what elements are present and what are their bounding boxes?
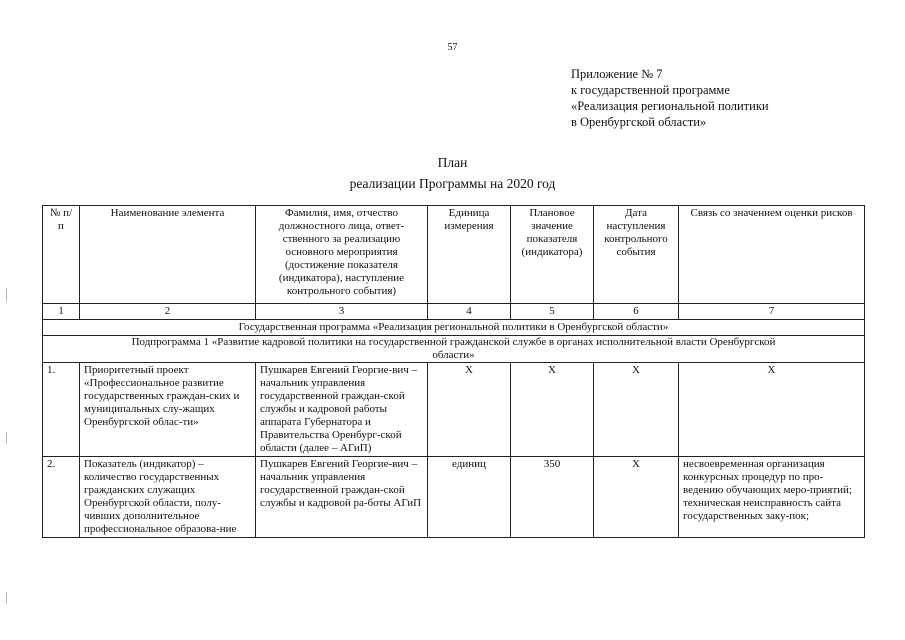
header-cell-date: Дата наступления контрольного события: [594, 206, 679, 304]
section-row-subprogram: [43, 336, 865, 363]
planned-value: 350: [511, 457, 594, 538]
risk-line: несвоевременная организация конкурсных процедур по про-ведению обучающих меро-приятий;: [683, 458, 852, 496]
risk-relation: [679, 457, 865, 538]
page-number: 57: [447, 42, 458, 53]
responsible-person: Пушкарев Евгений Георгие-вич – начальник управления государственной граждан-ской службы и кадровой ра-боты АГиП: [256, 457, 428, 538]
column-number: 1: [43, 304, 80, 320]
section-row-program: [43, 320, 865, 336]
column-number: 4: [428, 304, 511, 320]
appendix-line: «Реализация региональной политики: [571, 99, 769, 113]
scan-margin-mark: [6, 432, 7, 444]
scan-margin-mark: [6, 288, 7, 302]
appendix-note: [571, 66, 769, 130]
column-number: 6: [594, 304, 679, 320]
document-title: [0, 152, 905, 194]
planned-value: X: [511, 363, 594, 457]
appendix-line: в Оренбургской области»: [571, 115, 707, 129]
row-number: 1.: [43, 363, 80, 457]
title-line-1: План: [437, 155, 468, 170]
element-name: Приоритетный проект «Профессиональное развитие государственных граждан-ских и муниципальных слу-жащих Оренбургской облас-ти»: [80, 363, 256, 457]
control-date: X: [594, 363, 679, 457]
scan-margin-mark: [6, 592, 7, 604]
unit-of-measure: X: [428, 363, 511, 457]
subprogram-heading: Подпрограмма 1 «Развитие кадровой политики на государственной гражданской службе в органах исполнительной власти Оренбургской области»: [43, 336, 865, 363]
appendix-line: Приложение № 7: [571, 67, 663, 81]
header-cell-name: Наименование элемента: [80, 206, 256, 304]
table-row: [43, 457, 865, 538]
row-number: 2.: [43, 457, 80, 538]
header-cell-unit: Единица измерения: [428, 206, 511, 304]
header-cell-num: № п/п: [43, 206, 80, 304]
column-number: 7: [679, 304, 865, 320]
table-row: [43, 363, 865, 457]
control-date: X: [594, 457, 679, 538]
header-cell-value: Плановое значение показателя (индикатора): [511, 206, 594, 304]
element-name: Показатель (индикатор) – количество государственных гражданских служащих Оренбургской области, полу-чивших дополнительное профессиональное образова-ние: [80, 457, 256, 538]
unit-of-measure: единиц: [428, 457, 511, 538]
risk-relation: X: [679, 363, 865, 457]
column-number: 3: [256, 304, 428, 320]
title-line-2: реализации Программы на 2020 год: [349, 176, 556, 191]
program-heading: Государственная программа «Реализация региональной политики в Оренбургской области»: [43, 320, 865, 336]
appendix-line: к государственной программе: [571, 83, 730, 97]
risk-line: техническая неисправность сайта государственных заку-пок;: [683, 497, 841, 522]
column-number-row: [43, 304, 865, 320]
responsible-person: Пушкарев Евгений Георгие-вич – начальник управления государственной граждан-ской службы и кадровой работы аппарата Губернатора и Правительства Оренбург-ской области (далее – АГиП): [256, 363, 428, 457]
column-number: 2: [80, 304, 256, 320]
header-cell-risk: Связь со значением оценки рисков: [679, 206, 865, 304]
header-row: [43, 206, 865, 304]
column-number: 5: [511, 304, 594, 320]
plan-table: [42, 205, 865, 538]
header-cell-person: Фамилия, имя, отчество должностного лица, ответ-ственного за реализацию основного мероприятия (достижение показателя (индикатора), наступление контрольного события): [256, 206, 428, 304]
